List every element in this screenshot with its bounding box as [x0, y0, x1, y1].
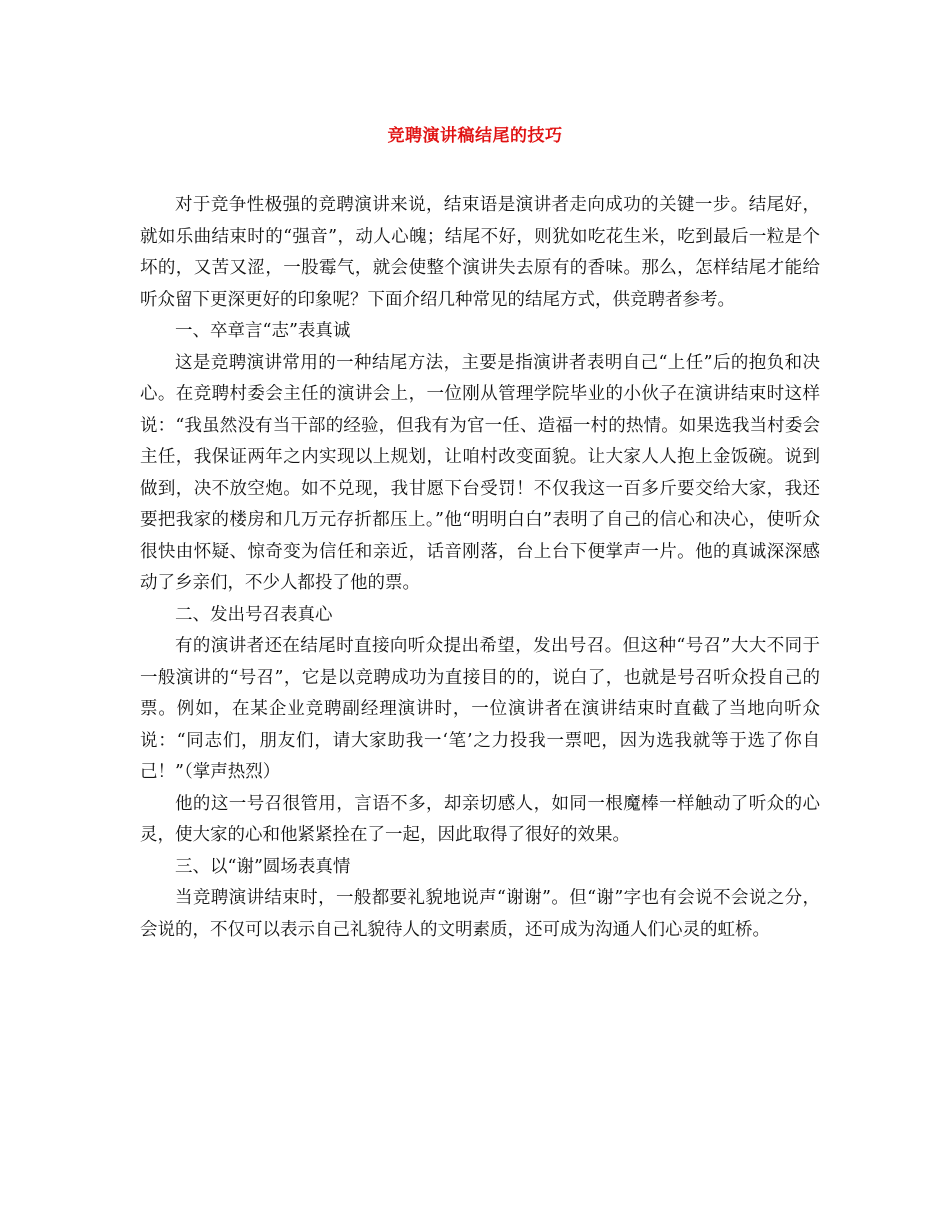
- section-heading-3: 三、以“谢”圆场表真情: [175, 856, 351, 877]
- section-3-paragraph: 当竞聘演讲结束时，一般都要礼貌地说声“谢谢”。但“谢”字也有会说不会说之分，会说的，不仅可以表示自己礼貌待人的文明素质，还可成为沟通人们心灵的虹桥。: [140, 888, 820, 940]
- section-2-paragraph-2: 他的这一号召很管用，言语不多，却亲切感人，如同一根魔棒一样触动了听众的心灵，使大家的心和他紧紧拴在了一起，因此取得了很好的效果。: [140, 793, 820, 845]
- section-2-paragraph-1: 有的演讲者还在结尾时直接向听众提出希望，发出号召。但这种“号召”大大不同于一般演讲的“号召”，它是以竞聘成功为直接目的的，说白了，也就是号召听众投自己的票。例如，在某企业竞聘副经理演讲时，一位演讲者在演讲结束时直截了当地向听众说：“同志们，朋友们，请大家助我一‘笔’之力投我一票吧，因为选我就等于选了你自己！”（掌声热烈）: [140, 636, 820, 782]
- document-body: [140, 190, 820, 946]
- section-heading-2: 二、发出号召表真心: [175, 604, 333, 625]
- intro-paragraph: 对于竞争性极强的竞聘演讲来说，结束语是演讲者走向成功的关键一步。结尾好，就如乐曲结束时的“强音”，动人心魄；结尾不好，则犹如吃花生米，吃到最后一粒是个坏的，又苦又涩，一股霉气，就会使整个演讲失去原有的香味。那么，怎样结尾才能给听众留下更深更好的印象呢？下面介绍几种常见的结尾方式，供竞聘者参考。: [140, 195, 820, 310]
- section-1-paragraph: 这是竞聘演讲常用的一种结尾方法，主要是指演讲者表明自己“上任”后的抱负和决心。在竞聘村委会主任的演讲会上，一位刚从管理学院毕业的小伙子在演讲结束时这样说：“我虽然没有当干部的经验，但我有为官一任、造福一村的热情。如果选我当村委会主任，我保证两年之内实现以上规划，让咱村改变面貌。让大家人人抱上金饭碗。说到做到，决不放空炮。如不兑现，我甘愿下台受罚！不仅我这一百多斤要交给大家，我还要把我家的楼房和几万元存折都压上。”他“明明白白”表明了自己的信心和决心，使听众很快由怀疑、惊奇变为信任和亲近，话音刚落，台上台下便掌声一片。他的真诚深深感动了乡亲们，不少人都投了他的票。: [140, 352, 820, 593]
- section-heading-1: 一、卒章言“志”表真诚: [175, 321, 351, 341]
- document-title: 竞聘演讲稿结尾的技巧: [387, 126, 563, 146]
